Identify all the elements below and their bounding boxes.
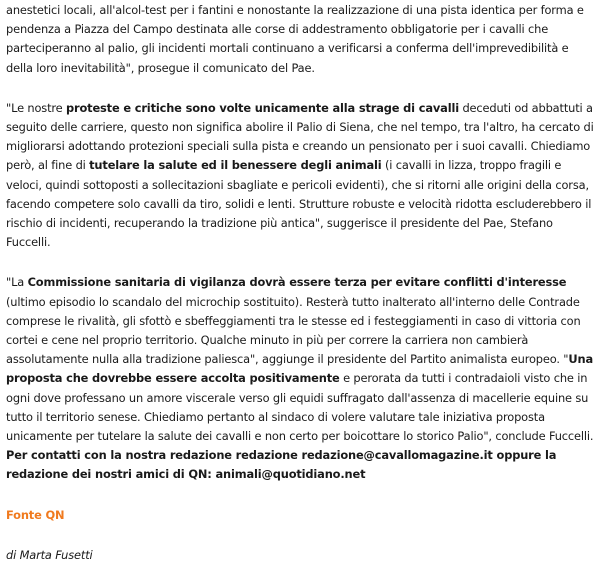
article-body: [0, 1, 601, 565]
source-label: Fonte QN: [6, 507, 65, 522]
paragraph-3: [6, 273, 595, 484]
paragraph-2: [6, 99, 595, 253]
paragraph-3-bold-a: Commissione sanitaria di vigilanza dovrà essere terza per evitare conflitti d'interesse: [27, 275, 567, 290]
paragraph-3-text-c: e perorata da tutti i contradaioli visto che in ogni dove professano un amore viscerale verso gli equidi suffragato dall'assenza di macellerie equine su tutto il territorio senese. Chiediamo pertanto al sindaco di volere valutare tale iniziativa proposta unicamente per tutelare la salute dei cavalli e non certo per boicottare lo storico Palio", conclude Fuccelli.: [6, 371, 594, 444]
paragraph-3-text-a: "La: [6, 275, 28, 290]
paragraph-1-text: anestetici locali, all'alcol-test per i fantini e nonostante la realizzazione di una pista identica per forma e pendenza a Piazza del Campo destinata alle corse di addestramento obbligatorie per i cavalli che parteciperanno al palio, gli incidenti mortali continuano a verificarsi a conferma dell'imprevedibilità e della loro inevitabilità", prosegue il comunicato del Pae.: [6, 3, 584, 75]
paragraph-2-text-a: "Le nostre: [6, 100, 67, 115]
paragraph-2-bold-a: proteste e critiche sono volte unicamente alla strage di cavalli: [66, 100, 459, 115]
paragraph-3-bold-b: Una proposta che dovrebbe essere accolta positivamente: [6, 352, 593, 386]
paragraph-2-bold-b: tutelare la salute ed il benessere degli animali: [89, 158, 382, 173]
paragraph-1: [6, 1, 595, 78]
paragraph-3-text-b: (ultimo episodio lo scandalo del microchip sostituito). Resterà tutto inalterato all'interno delle Contrade comprese le rivalità, gli sfottò e sbeffeggiamenti tra le stesse ed i festeggiamenti in caso di vittoria con cortei e cene nel proprio territorio. Qualche minuto in più per correre la carriera non cambierà assolutamente nulla alla tradizione paliesca", aggiunge il presidente del Partito animalista europeo. ": [6, 294, 581, 367]
paragraph-2-text-c: (i cavalli in lizza, troppo fragili e veloci, quindi sottoposti a sollecitazioni sbagliate e pericoli evidenti), che si ritorni alle origini della corsa, facendo competere solo cavalli da tiro, solidi e lenti. Strutture robuste e velocità ridotta escluderebbero il rischio di incidenti, recuperando la tradizione più antica", suggerisce il presidente del Pae, Stefano Fuccelli.: [6, 158, 592, 250]
author-line: di Marta Fusetti: [6, 547, 93, 562]
paragraph-2-text-b: deceduti od abbattuti a seguito delle carriere, questo non significa abolire il Palio di Siena, che nel tempo, tra l'altro, ha cercato di migliorarsi adottando protezioni speciali sulla pista e creando un pensionato per i suoi cavalli. Chiediamo però, al fine di: [6, 100, 594, 173]
contact-info: Per contatti con la nostra redazione redazione redazione@cavallomagazine.it oppure la redazione dei nostri amici di QN: animali@quotidiano.net: [6, 448, 557, 482]
